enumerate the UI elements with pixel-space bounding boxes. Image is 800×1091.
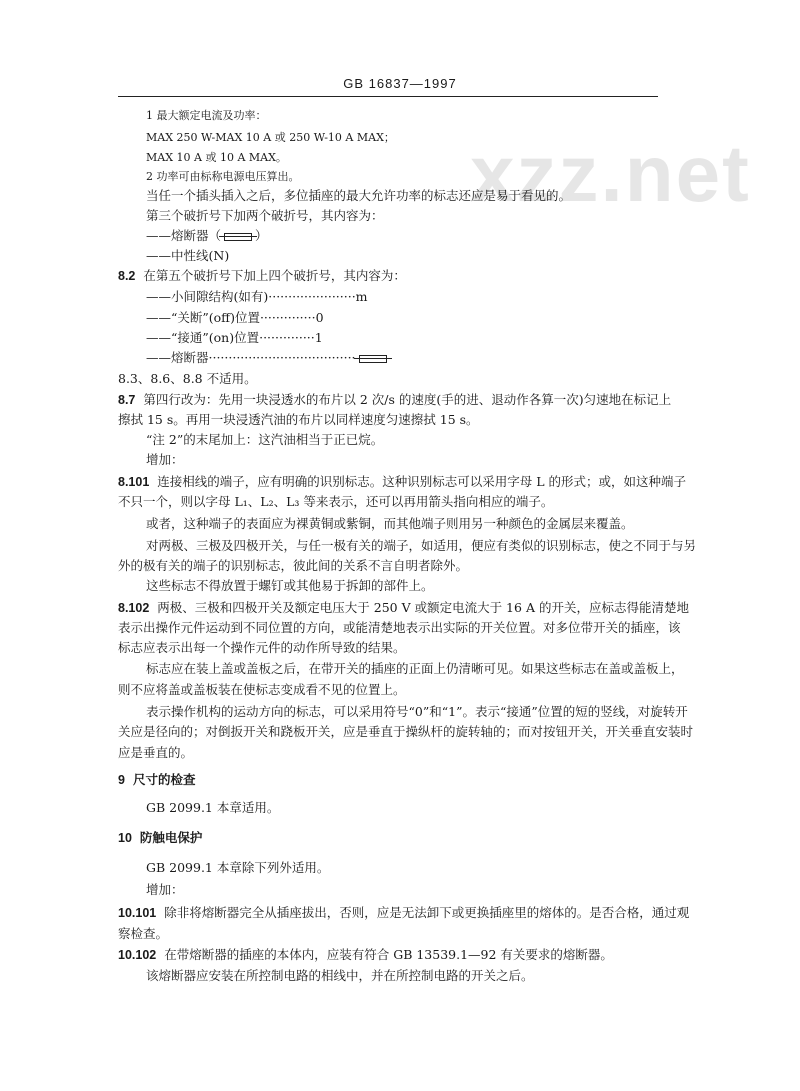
paragraph: 标志应表示出每一个操作元件的动作所导致的结果。	[118, 640, 406, 655]
paragraph: 察检查。	[118, 926, 169, 941]
paragraph: 外的极有关的端子的识别标志，彼此间的关系不言自明者除外。	[118, 558, 469, 573]
list-text: ）	[255, 228, 268, 243]
paragraph: 不只一个，则以字母 L₁、L₂、L₃ 等来表示，还可以再用箭头指向相应的端子。	[118, 494, 554, 509]
clause-text: 第四行改为：先用一块浸透水的布片以 2 次/s 的速度(手的进、退动作各算一次)匀速地在标记上	[143, 392, 672, 407]
clause-8-101	[118, 474, 686, 490]
section-title: 尺寸的检查	[132, 772, 196, 787]
fuse-symbol-icon	[224, 233, 252, 241]
section-number: 9	[118, 773, 125, 787]
list-item: ——“接通”(on)位置··············1	[146, 330, 323, 345]
paragraph: 则不应将盖或盖板装在使标志变成看不见的位置上。	[118, 682, 406, 697]
note-2: 2 功率可由标称电源电压算出。	[146, 170, 300, 183]
clause-number: 10.102	[118, 948, 157, 962]
list-text: ——熔断器·····································	[146, 350, 356, 365]
note-1-line-2: MAX 250 W-MAX 10 A 或 250 W-10 A MAX；	[146, 131, 395, 144]
clause-number: 8.102	[118, 601, 150, 615]
paragraph: 或者，这种端子的表面应为裸黄铜或紫铜，而其他端子则用另一种颜色的金属层来覆盖。	[146, 516, 634, 531]
clause-number: 8.7	[118, 393, 136, 407]
paragraph: 当任一个插头插入之后，多位插座的最大允许功率的标志还应是易于看见的。	[146, 188, 572, 203]
clause-8-102	[118, 600, 689, 616]
paragraph: 增加：	[146, 452, 184, 467]
list-text: ——熔断器（	[146, 228, 222, 243]
paragraph: 应是垂直的。	[118, 745, 194, 760]
paragraph: 第三个破折号下加两个破折号，其内容为：	[146, 208, 384, 223]
clause-8-2	[118, 268, 406, 284]
clause-number: 10.101	[118, 906, 157, 920]
paragraph: GB 2099.1 本章适用。	[146, 800, 280, 815]
paragraph: 擦拭 15 s。再用一块浸透汽油的布片以同样速度匀速擦拭 15 s。	[118, 412, 479, 427]
clause-text: 在带熔断器的插座的本体内，应装有符合 GB 13539.1—92 有关要求的熔断器。	[164, 947, 613, 962]
list-item	[146, 228, 268, 244]
clause-text: 除非将熔断器完全从插座拔出，否则，应是无法卸下或更换插座里的熔体的。是否合格，通过观	[164, 905, 690, 920]
list-item: ——小间隙结构(如有)······················m	[146, 289, 368, 304]
section-heading-9	[118, 772, 195, 788]
clause-text: 两极、三极和四极开关及额定电压大于 250 V 或额定电流大于 16 A 的开关，应标志得能清楚地	[157, 600, 689, 615]
paragraph: “注 2”的末尾加上：这汽油相当于正已烷。	[146, 432, 384, 447]
list-item: ——“关断”(off)位置··············0	[146, 310, 324, 325]
fuse-symbol-icon	[359, 355, 387, 363]
clause-10-102	[118, 947, 613, 963]
paragraph: GB 2099.1 本章除下列外适用。	[146, 860, 330, 875]
header-rule	[118, 96, 658, 97]
paragraph: 该熔断器应安装在所控制电路的相线中，并在所控制电路的开关之后。	[146, 968, 534, 983]
paragraph: 表示操作机构的运动方向的标志，可以采用符号“0”和“1”。表示“接通”位置的短的竖线，对旋转开	[146, 704, 688, 719]
note-1-line-3: MAX 10 A 或 10 A MAX。	[146, 151, 287, 164]
paragraph: 关应是径向的；对倒扳开关和跷板开关，应是垂直于操纵杆的旋转轴的；而对按钮开关，开关垂直安装时	[118, 724, 694, 739]
clause-text: 连接相线的端子，应有明确的识别标志。这种识别标志可以采用字母 L 的形式；或，如这种端子	[157, 474, 687, 489]
note-1: 1 最大额定电流及功率：	[146, 109, 267, 122]
section-heading-10	[118, 830, 202, 846]
paragraph: 8.3、8.6、8.8 不适用。	[118, 371, 257, 386]
clause-number: 8.101	[118, 475, 150, 489]
clause-10-101	[118, 905, 689, 921]
list-item: ——中性线(N)	[146, 248, 230, 263]
paragraph: 表示出操作元件运动到不同位置的方向，或能清楚地表示出实际的开关位置。对多位带开关的插座，该	[118, 620, 681, 635]
paragraph: 对两极、三极及四极开关，与任一极有关的端子，如适用，便应有类似的识别标志，使之不同于与另	[146, 538, 697, 553]
list-item	[146, 350, 390, 366]
section-number: 10	[118, 831, 132, 845]
watermark: xzz.net	[470, 129, 751, 218]
section-title: 防触电保护	[139, 830, 203, 845]
paragraph: 这些标志不得放置于螺钉或其他易于拆卸的部件上。	[146, 578, 434, 593]
clause-text: 在第五个破折号下加上四个破折号，其内容为：	[143, 268, 406, 283]
clause-8-7	[118, 392, 671, 408]
paragraph: 增加：	[146, 882, 184, 897]
clause-number: 8.2	[118, 269, 136, 283]
paragraph: 标志应在装上盖或盖板之后，在带开关的插座的正面上仍清晰可见。如果这些标志在盖或盖板上，	[146, 661, 684, 676]
page-header: GB 16837—1997	[343, 76, 457, 91]
